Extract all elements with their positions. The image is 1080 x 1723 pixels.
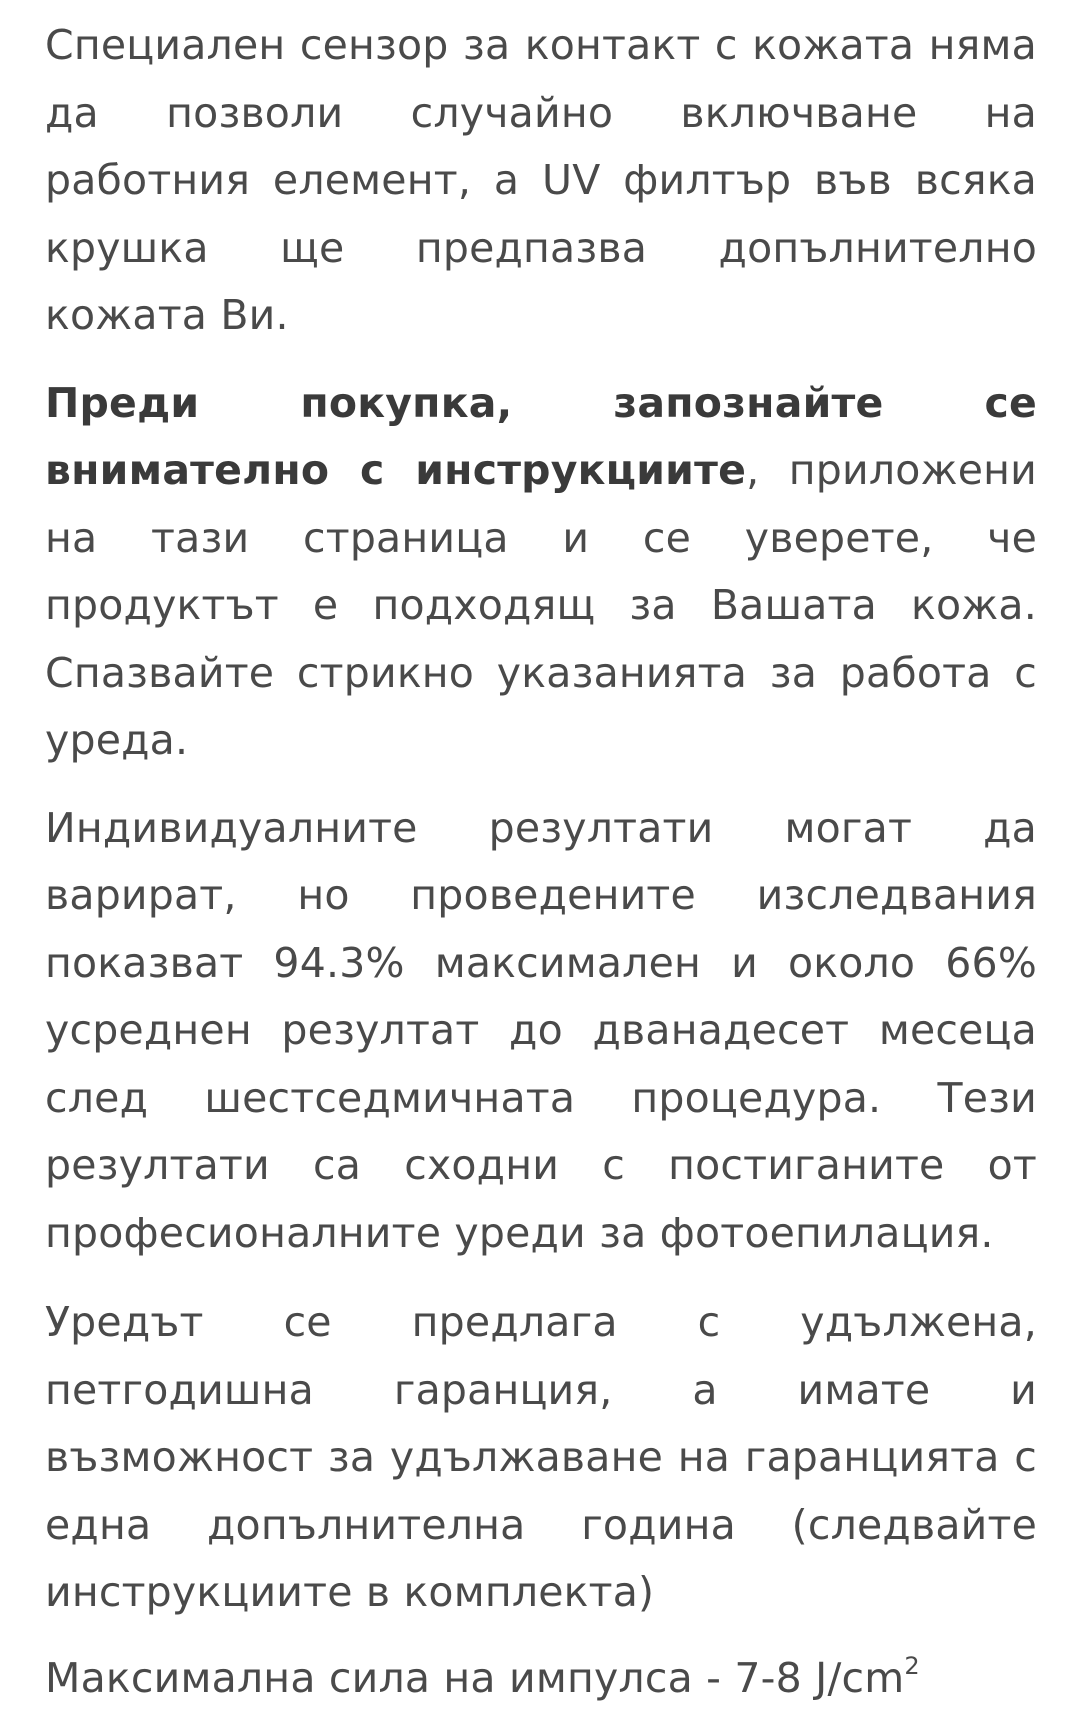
warranty-paragraph: Уредът се предлага с удължена, петгодишна гаранция, а имате и възможност за удължаване на гаранцията с една допълнителна година (следвайте инструкциите в комплекта) (45, 1298, 1037, 1616)
pulse-power-label: Максимална сила на импулса - 7-8 J/cm (45, 1653, 905, 1702)
results-paragraph: Индивидуалните резултати могат да варират, но проведените изследвания показват 94.3% максимален и около 66% усреднен резултат до дванадесет месеца след шестседмичната процедура. Тези резултати са сходни с постиганите от професионалните уреди за фотоепилация. (45, 803, 1037, 1257)
pulse-power-spec (45, 1645, 1037, 1713)
instructions-paragraph (45, 370, 1037, 775)
product-description (45, 12, 1037, 1712)
pulse-power-unit-exponent: 2 (904, 1651, 920, 1680)
instructions-text: , приложени на тази страница и се уверете, че продуктът е подходящ за Вашата кожа. Спазвайте стрикно указанията за работа с уреда. (45, 446, 1037, 764)
sensor-paragraph: Специален сензор за контакт с кожата няма да позволи случайно включване на работния елемент, а UV филтър във всяка крушка ще предпазва допълнително кожата Ви. (45, 21, 1037, 339)
instructions-emphasis: Преди покупка, запознайте се внимателно с инструкциите (45, 378, 1037, 494)
